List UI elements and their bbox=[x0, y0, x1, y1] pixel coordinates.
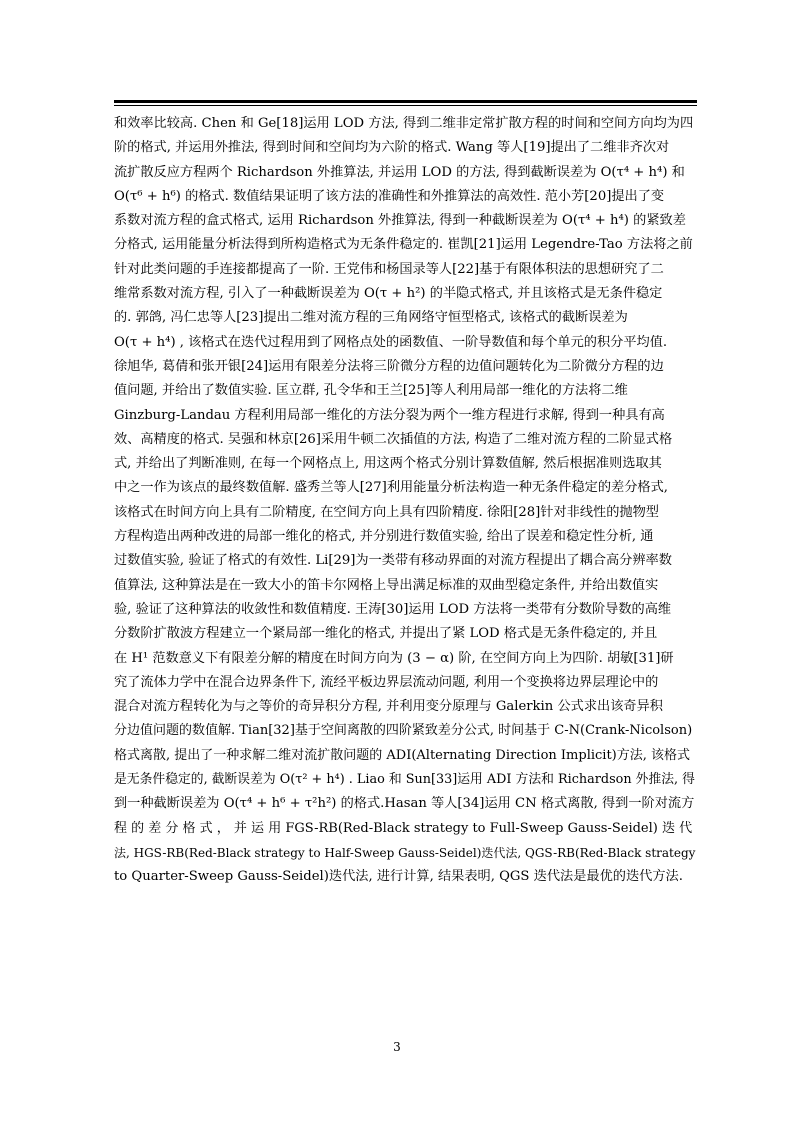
body-text bbox=[114, 112, 697, 890]
text-line: 验, 验证了这种算法的收敛性和数值精度. 王涛[30]运用 LOD 方法将一类带有分数阶导数的高维 bbox=[114, 601, 672, 617]
text-line: O(τ + h⁴) , 该格式在迭代过程用到了网格点处的函数值、一阶导数值和每个单元的积分平均值. bbox=[114, 334, 668, 350]
text-line: 式, 并给出了判断准则, 在每一个网格点上, 用这两个格式分别计算数值解, 然后根据准则选取其 bbox=[114, 456, 662, 472]
text-line: 到一种截断误差为 O(τ⁴ + h⁶ + τ²h²) 的格式.Hasan 等人[34]运用 CN 格式离散, 得到一阶对流方 bbox=[114, 796, 695, 812]
text-line: 分边值问题的数值解. Tian[32]基于空间离散的四阶紧致差分公式, 时间基于 C-N(Crank-Nicolson) bbox=[114, 723, 693, 739]
text-line: 的. 郭鸽, 冯仁忠等人[23]提出二维对流方程的三角网络守恒型格式, 该格式的截断误差为 bbox=[114, 310, 628, 326]
text-line: 针对此类问题的手连接都提高了一阶. 王党伟和杨国录等人[22]基于有限体积法的思想研究了二 bbox=[114, 261, 664, 277]
text-line: 法, HGS-RB(Red-Black strategy to Half-Sweep Gauss-Seidel)迭代法, QGS-RB(Red-Black strategy bbox=[114, 845, 696, 860]
text-line: 系数对流方程的盒式格式, 运用 Richardson 外推算法, 得到一种截断误差为 O(τ⁴ + h⁴) 的紧致差 bbox=[114, 213, 686, 229]
text-line: 方程构造出两种改进的局部一维化的格式, 并分别进行数值实验, 给出了误差和稳定性分析, 通 bbox=[114, 529, 654, 545]
text-line: 值问题, 并给出了数值实验. 匡立群, 孔令华和王兰[25]等人利用局部一维化的方法将二维 bbox=[114, 383, 628, 399]
text-line: 徐旭华, 葛倩和张开银[24]运用有限差分法将三阶微分方程的边值问题转化为二阶微分方程的边 bbox=[114, 358, 664, 374]
text-line: 程 的 差 分 格 式 ， 并 运 用 FGS-RB(Red-Black strategy to Full-Sweep Gauss-Seidel) 迭 代 bbox=[114, 820, 693, 836]
text-line: 中之一作为该点的最终数值解. 盛秀兰等人[27]利用能量分析法构造一种无条件稳定的差分格式, bbox=[114, 480, 668, 496]
text-line: O(τ⁶ + h⁶) 的格式. 数值结果证明了该方法的准确性和外推算法的高效性. 范小芳[20]提出了变 bbox=[114, 188, 665, 204]
text-line: 流扩散反应方程两个 Richardson 外推算法, 并运用 LOD 的方法, 得到截断误差为 O(τ⁴ + h⁴) 和 bbox=[114, 164, 685, 180]
text-line: 分数阶扩散波方程建立一个紧局部一维化的格式, 并提出了紧 LOD 格式是无条件稳定的, 并且 bbox=[114, 626, 658, 642]
text-line: 是无条件稳定的, 截断误差为 O(τ² + h⁴) . Liao 和 Sun[33]运用 ADI 方法和 Richardson 外推法, 得 bbox=[114, 772, 695, 788]
text-line: 究了流体力学中在混合边界条件下, 流经平板边界层流动问题, 利用一个变换将边界层理论中的 bbox=[114, 674, 659, 690]
text-line: 格式离散, 提出了一种求解二维对流扩散问题的 ADI(Alternating Direction Implicit)方法, 该格式 bbox=[114, 747, 691, 763]
text-line: Ginzburg-Landau 方程利用局部一维化的方法分裂为两个一维方程进行求解, 得到一种具有高 bbox=[114, 407, 665, 423]
text-line: 分格式, 运用能量分析法得到所构造格式为无条件稳定的. 崔凯[21]运用 Legendre-Tao 方法将之前 bbox=[114, 237, 693, 253]
text-line: 维常系数对流方程, 引入了一种截断误差为 O(τ + h²) 的半隐式格式, 并且该格式是无条件稳定 bbox=[114, 286, 663, 302]
text-line: 值算法, 这种算法是在一致大小的笛卡尔网格上导出满足标准的双曲型稳定条件, 并给出数值实 bbox=[114, 577, 659, 593]
header-rule-thin bbox=[114, 105, 697, 106]
text-line: 该格式在时间方向上具有二阶精度, 在空间方向上具有四阶精度. 徐阳[28]针对非线性的抛物型 bbox=[114, 504, 659, 520]
text-line: 过数值实验, 验证了格式的有效性. Li[29]为一类带有移动界面的对流方程提出了耦合高分辨率数 bbox=[114, 553, 672, 569]
text-line: to Quarter-Sweep Gauss-Seidel)迭代法, 进行计算, 结果表明, QGS 迭代法是最优的迭代方法. bbox=[114, 869, 683, 885]
text-line: 在 H¹ 范数意义下有限差分解的精度在时间方向为 (3 − α) 阶, 在空间方向上为四阶. 胡敏[31]研 bbox=[114, 650, 674, 666]
text-line: 效、高精度的格式. 吴强和林京[26]采用牛顿二次插值的方法, 构造了二维对流方程的二阶显式格 bbox=[114, 431, 673, 447]
page-number: 3 bbox=[393, 1040, 401, 1054]
text-line: 和效率比较高. Chen 和 Ge[18]运用 LOD 方法, 得到二维非定常扩散方程的时间和空间方向均为四 bbox=[114, 116, 694, 131]
text-line: 阶的格式, 并运用外推法, 得到时间和空间均为六阶的格式. Wang 等人[19]提出了二维非齐次对 bbox=[114, 140, 670, 156]
text-line: 混合对流方程转化为与之等价的奇异积分方程, 并利用变分原理与 Galerkin 公式求出该奇异积 bbox=[114, 699, 663, 715]
header-rule-thick bbox=[114, 100, 697, 103]
